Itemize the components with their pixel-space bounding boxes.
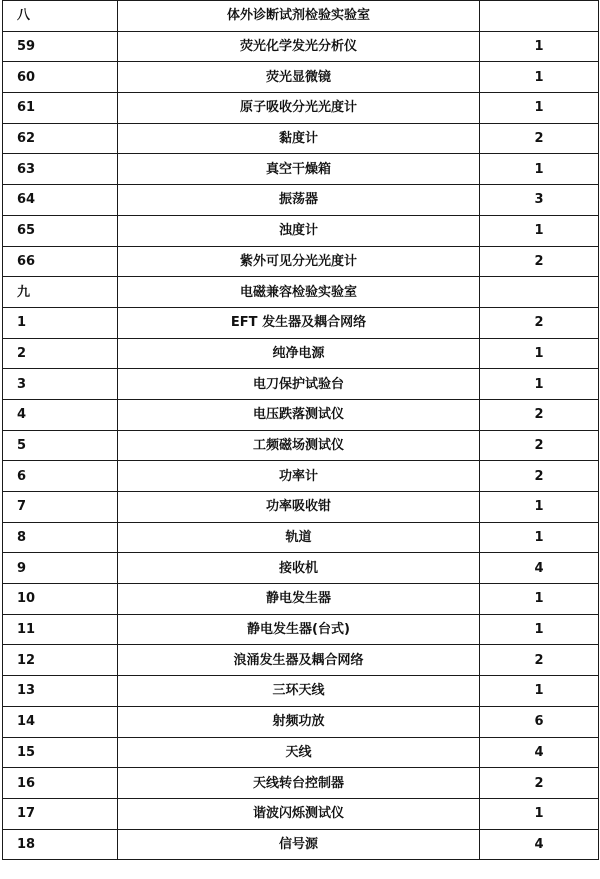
quantity-cell: 2	[480, 246, 599, 277]
quantity-cell: 2	[480, 307, 599, 338]
section-title: 体外诊断试剂检验实验室	[118, 1, 480, 32]
item-number: 65	[3, 215, 118, 246]
section-number: 八	[3, 1, 118, 32]
equipment-name: 纯净电源	[118, 338, 480, 369]
equipment-name: 信号源	[118, 829, 480, 860]
quantity-cell	[480, 1, 599, 32]
table-row	[3, 737, 599, 768]
quantity-cell	[480, 277, 599, 308]
quantity-cell: 1	[480, 614, 599, 645]
quantity-cell: 1	[480, 584, 599, 615]
table-row	[3, 522, 599, 553]
equipment-table	[2, 0, 599, 860]
item-number: 17	[3, 798, 118, 829]
quantity-cell: 1	[480, 62, 599, 93]
table-row	[3, 676, 599, 707]
table-row	[3, 369, 599, 400]
equipment-name: 浪涌发生器及耦合网络	[118, 645, 480, 676]
quantity-cell: 2	[480, 645, 599, 676]
quantity-cell: 6	[480, 706, 599, 737]
item-number: 62	[3, 123, 118, 154]
equipment-name: 黏度计	[118, 123, 480, 154]
equipment-name: 荧光化学发光分析仪	[118, 31, 480, 62]
table-row	[3, 584, 599, 615]
table-row	[3, 123, 599, 154]
item-number: 11	[3, 614, 118, 645]
item-number: 60	[3, 62, 118, 93]
item-number: 7	[3, 492, 118, 523]
equipment-table-body	[3, 1, 599, 860]
item-number: 1	[3, 307, 118, 338]
section-title: 电磁兼容检验实验室	[118, 277, 480, 308]
equipment-name: 电刀保护试验台	[118, 369, 480, 400]
quantity-cell: 4	[480, 553, 599, 584]
quantity-cell: 1	[480, 154, 599, 185]
equipment-name: EFT 发生器及耦合网络	[118, 307, 480, 338]
table-row	[3, 93, 599, 124]
item-number: 13	[3, 676, 118, 707]
equipment-name: 振荡器	[118, 185, 480, 216]
item-number: 61	[3, 93, 118, 124]
quantity-cell: 2	[480, 399, 599, 430]
equipment-name: 荧光显微镜	[118, 62, 480, 93]
item-number: 8	[3, 522, 118, 553]
quantity-cell: 1	[480, 798, 599, 829]
equipment-name: 功率吸收钳	[118, 492, 480, 523]
quantity-cell: 2	[480, 768, 599, 799]
equipment-name: 浊度计	[118, 215, 480, 246]
equipment-name: 三环天线	[118, 676, 480, 707]
quantity-cell: 1	[480, 215, 599, 246]
quantity-cell: 1	[480, 492, 599, 523]
table-row	[3, 461, 599, 492]
quantity-cell: 1	[480, 31, 599, 62]
table-row	[3, 553, 599, 584]
item-number: 18	[3, 829, 118, 860]
table-row	[3, 31, 599, 62]
table-row	[3, 706, 599, 737]
item-number: 6	[3, 461, 118, 492]
item-number: 16	[3, 768, 118, 799]
quantity-cell: 1	[480, 338, 599, 369]
section-row	[3, 277, 599, 308]
section-row	[3, 1, 599, 32]
item-number: 64	[3, 185, 118, 216]
table-row	[3, 645, 599, 676]
item-number: 66	[3, 246, 118, 277]
quantity-cell: 1	[480, 369, 599, 400]
equipment-name: 电压跌落测试仪	[118, 399, 480, 430]
equipment-name: 原子吸收分光光度计	[118, 93, 480, 124]
quantity-cell: 4	[480, 829, 599, 860]
equipment-name: 功率计	[118, 461, 480, 492]
equipment-name: 静电发生器(台式)	[118, 614, 480, 645]
equipment-name: 天线	[118, 737, 480, 768]
item-number: 15	[3, 737, 118, 768]
equipment-name: 接收机	[118, 553, 480, 584]
quantity-cell: 1	[480, 93, 599, 124]
equipment-name: 真空干燥箱	[118, 154, 480, 185]
quantity-cell: 3	[480, 185, 599, 216]
equipment-name: 紫外可见分光光度计	[118, 246, 480, 277]
quantity-cell: 2	[480, 123, 599, 154]
item-number: 2	[3, 338, 118, 369]
table-row	[3, 307, 599, 338]
table-row	[3, 399, 599, 430]
item-number: 12	[3, 645, 118, 676]
item-number: 9	[3, 553, 118, 584]
quantity-cell: 2	[480, 461, 599, 492]
equipment-name: 天线转台控制器	[118, 768, 480, 799]
table-row	[3, 430, 599, 461]
equipment-name: 轨道	[118, 522, 480, 553]
quantity-cell: 1	[480, 676, 599, 707]
quantity-cell: 2	[480, 430, 599, 461]
quantity-cell: 4	[480, 737, 599, 768]
table-row	[3, 185, 599, 216]
equipment-name: 工频磁场测试仪	[118, 430, 480, 461]
table-row	[3, 338, 599, 369]
item-number: 14	[3, 706, 118, 737]
table-row	[3, 246, 599, 277]
table-row	[3, 492, 599, 523]
table-row	[3, 154, 599, 185]
item-number: 10	[3, 584, 118, 615]
quantity-cell: 1	[480, 522, 599, 553]
item-number: 5	[3, 430, 118, 461]
equipment-name: 静电发生器	[118, 584, 480, 615]
table-row	[3, 768, 599, 799]
section-number: 九	[3, 277, 118, 308]
item-number: 63	[3, 154, 118, 185]
table-row	[3, 215, 599, 246]
item-number: 4	[3, 399, 118, 430]
equipment-name: 射频功放	[118, 706, 480, 737]
equipment-name: 谐波闪烁测试仪	[118, 798, 480, 829]
item-number: 59	[3, 31, 118, 62]
table-row	[3, 798, 599, 829]
table-row	[3, 829, 599, 860]
table-row	[3, 614, 599, 645]
table-row	[3, 62, 599, 93]
item-number: 3	[3, 369, 118, 400]
